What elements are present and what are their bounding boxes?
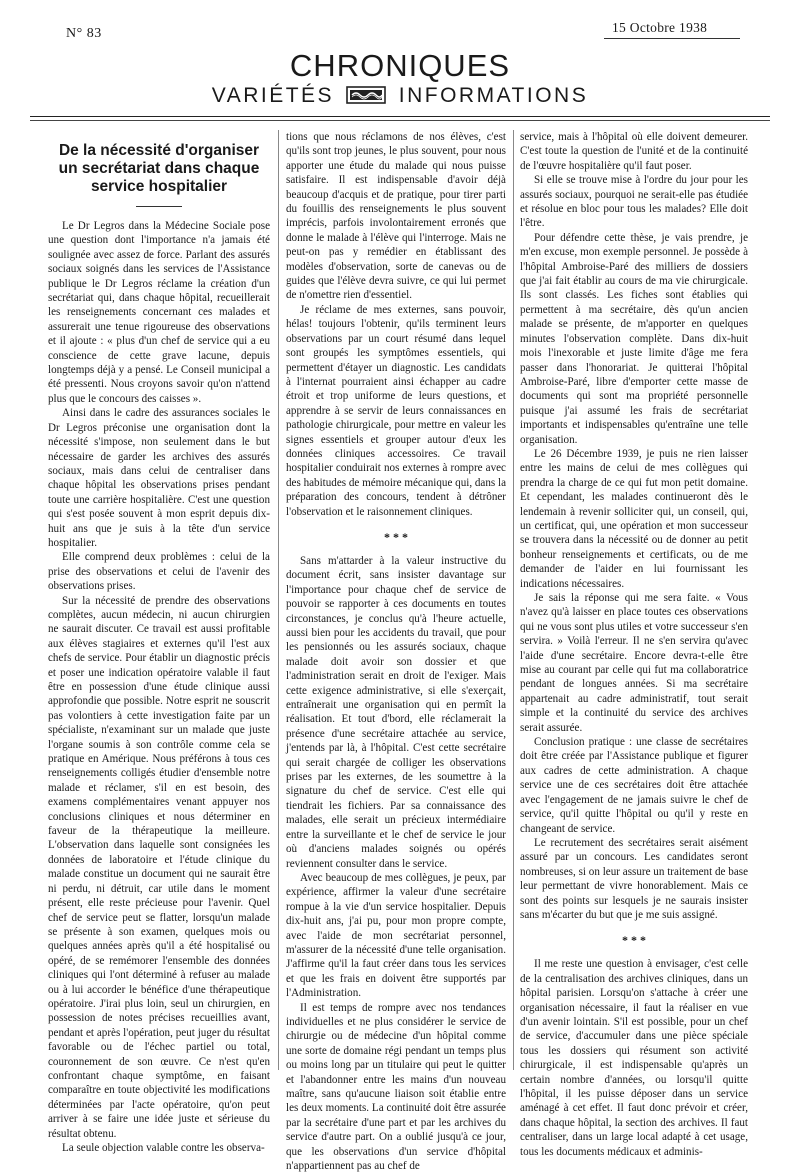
paragraph: Avec beaucoup de mes collègues, je peux, par expérience, affirmer la valeur d'une secrétaire rompue à la vie d'un service hospitalier. Depuis dix-huit ans, j'ai pu, pour mon propre compte, avec l'aide de mon secrétariat personnel, m'assurer de la nécessité d'une telle organisation. J'affirme qu'il la faut créer dans tous les services et que les frais en doivent être supportés par l'Administration. — [286, 871, 506, 1000]
masthead-title: CHRONIQUES — [289, 48, 511, 83]
article-title: De la nécessité d'organiser un secrétariat dans chaque service hospitalier — [58, 142, 260, 195]
column-1 — [48, 130, 270, 1155]
column-separator — [513, 130, 514, 1070]
masthead-right: INFORMATIONS — [398, 84, 589, 107]
paragraph: Ainsi dans le cadre des assurances sociales le Dr Legros préconise une organisation dont la nécessité s'impose, non seulement dans le but nécessaire de garder les archives des assurés sociaux, mais dans celui de centraliser dans chaque hôpital les observations prises pendant toute une carrière hospitalière. C'est une question qui s'est posée souvent à mon esprit depuis dix-huit ans que je suis à la tête d'un service hospitalier. — [48, 407, 270, 549]
masthead-rule — [30, 116, 770, 117]
column-2 — [286, 130, 506, 1173]
masthead-rule-thin — [30, 120, 770, 121]
paragraph: Je sais la réponse qui me sera faite. « Vous n'avez qu'à laisser en place toutes ces observations qui ne vous sont plus utiles et votre successeur s'en servira. » Voilà l'erreur. Il ne s'en servira qu'avec l'aide d'une secrétaire. Encore devra-t-elle être mise au courant par celle qui fut ma collaboratrice pendant de longues années. Si ma secrétaire appartenait au cadre administratif, tout serait simple et la continuité du service des archives serait assurée. — [520, 592, 748, 734]
title-rule — [136, 206, 182, 207]
paragraph: Conclusion pratique : une classe de secrétaires doit être créée par l'Assistance publique et figurer aux cadres de cette administration. A chaque service une de ces secrétaires doit être attachée avec l'engagement de ne jamais suivre le chef de service, qu'il quitte l'hôpital ou qu'il y reste en changeant de service. — [520, 736, 748, 835]
date-underline — [604, 38, 740, 39]
paragraph: Le Dr Legros dans la Médecine Sociale pose une question dont l'importance n'a jamais été soulignée avec assez de force. Parlant des assurés sociaux soignés dans les services de l'Assistance publique le Dr Legros réclame la création d'un secrétariat qui, dans chaque hôpital, recueillerait les renseignements concernant ces malades et assurerait une tenue rigoureuse des observations et il ajoute : « plus d'un chef de service qui a eu conscience de cette grave lacune, depuis longtemps déjà y a pensé. Le Conseil municipal a été pressenti. Nous croyons savoir qu'on n'attend plus que le concours des caisses ». — [48, 220, 270, 405]
paragraph: Elle comprend deux problèmes : celui de la prise des observations et celui de l'avenir des observations prises. — [48, 551, 270, 593]
column-separator — [278, 130, 279, 1070]
paragraph: Sans m'attarder à la valeur instructive du document écrit, sans insister davantage sur l'importance pour chaque chef de service de pouvoir se rapporter à ces documents en toutes circonstances, je conclus qu'à l'heure actuelle, aussi bien pour les accidents du travail, que pour les pensionnés ou les assurés sociaux, chaque malade doit avoir son dossier et que l'administration serait en droit de l'exiger. Mais cette exigence administrative, si elle s'exerçait, entraînerait une organisation qui en permît la réalisation. Et tout d'bord, elle réclamerait la présence d'une secrétaire attachée au service, j'entends par là, à l'hôpital. C'est cette secrétaire qui serait chargée de colliger les observations prises par les externes, de les soumettre à la signature du chef de service. C'est elle qui tiendrait les fichiers. Par sa connaissance des malades, elle serait un précieux intermédiaire entre la surveillante et le chef de service le jour où d'anciens malades soignés ou opérés reviennent consulter dans le service. — [286, 554, 506, 870]
paragraph: Il me reste une question à envisager, c'est celle de la centralisation des archives cliniques, dans un hôpital parisien. Lorsqu'on s'attache à créer une organisation nécessaire, il faut la réaliser en vue d'un avenir lointain. S'il est possible, pour un chef de service, d'accumuler dans une pièce spéciale tous les dossiers qui résument son activité chirurgicale, il est indispensable qu'après un certain nombre d'années, ou lorsqu'il quitte l'hôpital, il les puisse déposer dans un service aménagé à cet effet. Il faut donc prévoir et créer, dans chaque hôpital, la section des archives. Il faut centraliser, dans un large local adapté à cet usage, tous les documents médicaux et adminis- — [520, 958, 748, 1158]
paragraph: Je réclame de mes externes, sans pouvoir, hélas! toujours l'obtenir, qu'ils terminent leurs observations par un court résumé dans lequel sont groupés les symptômes essentiels, qui permettent d'étayer un diagnostic. Les candidats à l'internat pourraient ainsi échapper au cadre étroit et trop uniforme de leurs questions, et apprendre à se servir de leurs connaissances en pathologie chirurgicale, pour mettre en valeur les signes essentiels et grouper autour d'eux les données cliniques accessoires. Ce travail hospitalier conduirait nos externes à rompre avec des habitudes de mémoire mécanique qui, dans la préparation des concours, tendent à détrôner l'observation et le raisonnement cliniques. — [286, 303, 506, 518]
paragraph: Le recrutement des secrétaires serait aisément assuré par un concours. Les candidates seront nombreuses, si on leur assure un traitement de base leur permettant de vivre honorablement. Mais ce sont des points sur lesquels je ne saurais insister sans m'écarter du but que je me suis assigné. — [520, 836, 748, 921]
masthead-subtitle — [0, 84, 800, 108]
paragraph: Le 26 Décembre 1939, je puis ne rien laisser entre les mains de celui de mes collègues qui prendra la charge de ce qui fut mon petit domaine. Et cependant, les malades continueront dès le lendemain à revenir solliciter qui, un conseil, qui, un certificat, qui, une opération et mon successeur se trouvera dans la nécessité ou de donner au petit bonheur renseignements et certificats, ou de me demander de l'aider en lui fournissant les indications nécessaires. — [520, 447, 748, 590]
asterism-divider: * * * — [384, 529, 408, 544]
masthead-emblem-icon — [346, 86, 386, 104]
paragraph: tions que nous réclamons de nos élèves, c'est qu'ils sont trop jeunes, le plus souvent, pour nous apporter une étude du malade qui nous puisse satisfaire. Il est indispensable d'avoir déjà beaucoup d'acquis et de pratique, pour tirer parti du fouillis des renseignements le plus souvent imprécis, parfois involontairement erronés que donne le malade à l'élève qui l'interroge. Mais ne peut-on pas y remédier en établissant des modèles d'observation, sorte de canevas ou de guides que l'élève devra suivre, ce qui lui permet de n'omettre rien d'essentiel. — [286, 131, 506, 302]
paragraph: service, mais à l'hôpital où elle doivent demeurer. C'est toute la question de l'unité et de la continuité de l'œuvre hospitalière qu'il faut poser. — [520, 131, 748, 172]
column-3 — [520, 130, 748, 1159]
paragraph: Pour défendre cette thèse, je vais prendre, je m'en excuse, mon exemple personnel. Je possède à l'hôpital Ambroise-Paré des milliers de dossiers que j'ai fait établir au cours de ma vie chirurgicale. Ils sont classés. Les fiches sont établies qui permettent à ma secrétaire, dès qu'un ancien malade se présente, de m'apporter en quelques minutes l'observation complète. Dans dix-huit mois l'inexorable et juste limite d'âge me fera passer dans l'honorariat. Je quitterai l'hôpital Ambroise-Paré, libre d'emporter cette masse de documents qui sont ma propriété personnelle puisque j'ai assumé les frais de secrétariat importants et indispensables qu'entraîne une telle organisation. — [520, 231, 748, 446]
paragraph: Sur la nécessité de prendre des observations complètes, aucun médecin, ni aucun chirurgien ne saurait discuter. Ce travail est aussi profitable aux élèves stagiaires et externes qu'il l'est aux chefs de service. Pour établir un diagnostic précis et poser une indication opératoire valable il faut être en possession d'une étude clinique aussi approfondie que possible. Notre esprit ne souscrit pas volontiers à cette investigation faite par un spécialiste, n'examinant sur un malade que juste l'organe soumis à son contrôle comme cela se pratique en Amérique. Nous préférons à tous ces renseignements colligés étudier d'ensemble notre malade et réclamer, s'il en est besoin, des examens complémentaires venant appuyer nos conclusions cliniques et nous déterminer en faveur de la thérapeutique la meilleure. L'observation dans laquelle sont consignées les données de laboratoire et l'étude clinique du malade constitue un document qui ne saurait être ni perdu, ni détruit, car utile dans le moment présent, elle reste précieuse pour l'avenir. Quel chef de service peut se flatter, lorsqu'un malade se présente à son examen, quelques mois ou quelques années après qu'il a été hospitalisé ou opéré, de se remémorer l'ensemble des données cliniques qui l'ont déterminé à refuser au malade ou à lui accorder le bénéfice d'une thérapeutique opératoire. J'irai plus loin, seul un chirurgien, en possession de notes précises recueillies avant, pendant et après l'opération, peut juger du résultat favorable ou de l'échec partiel ou total, couronnement de son œuvre. Ce n'est qu'en confrontant chaque symptôme, en faisant comparaître en toute objectivité les modifications déterminées par l'acte opératoire, qu'on peut arriver à se faire une idée juste et sérieuse du résultat obtenu. — [48, 594, 270, 1140]
issue-date: 15 Octobre 1938 — [612, 20, 708, 35]
paragraph: Il est temps de rompre avec nos tendances individuelles et ne plus considérer le service de chirurgie ou de médecine d'un hôpital comme une sorte de domaine régi pendant un temps plus ou moins long par un titulaire qui peut le quitter et l'abandonner entre les mains d'un nouveau maître, sans qu'aucune liaison soit établie entre les deux moments. La continuité doit être assurée par la secrétaire d'une part et par les archives du service d'autre part. On a oublié jusqu'à ce jour, que les observations d'un service d'hôpital n'appartiennent pas au chef de — [286, 1001, 506, 1173]
asterism-divider: * * * — [622, 933, 646, 948]
paragraph: Si elle se trouve mise à l'ordre du jour pour les assurés sociaux, pourquoi ne serait-elle pas étudiée et résolue en bloc pour tous les malades? Elle doit l'être. — [520, 174, 748, 230]
paragraph: La seule objection valable contre les observa- — [62, 1142, 265, 1154]
masthead-left: VARIÉTÉS — [211, 84, 335, 107]
issue-number: N° 83 — [66, 26, 102, 41]
